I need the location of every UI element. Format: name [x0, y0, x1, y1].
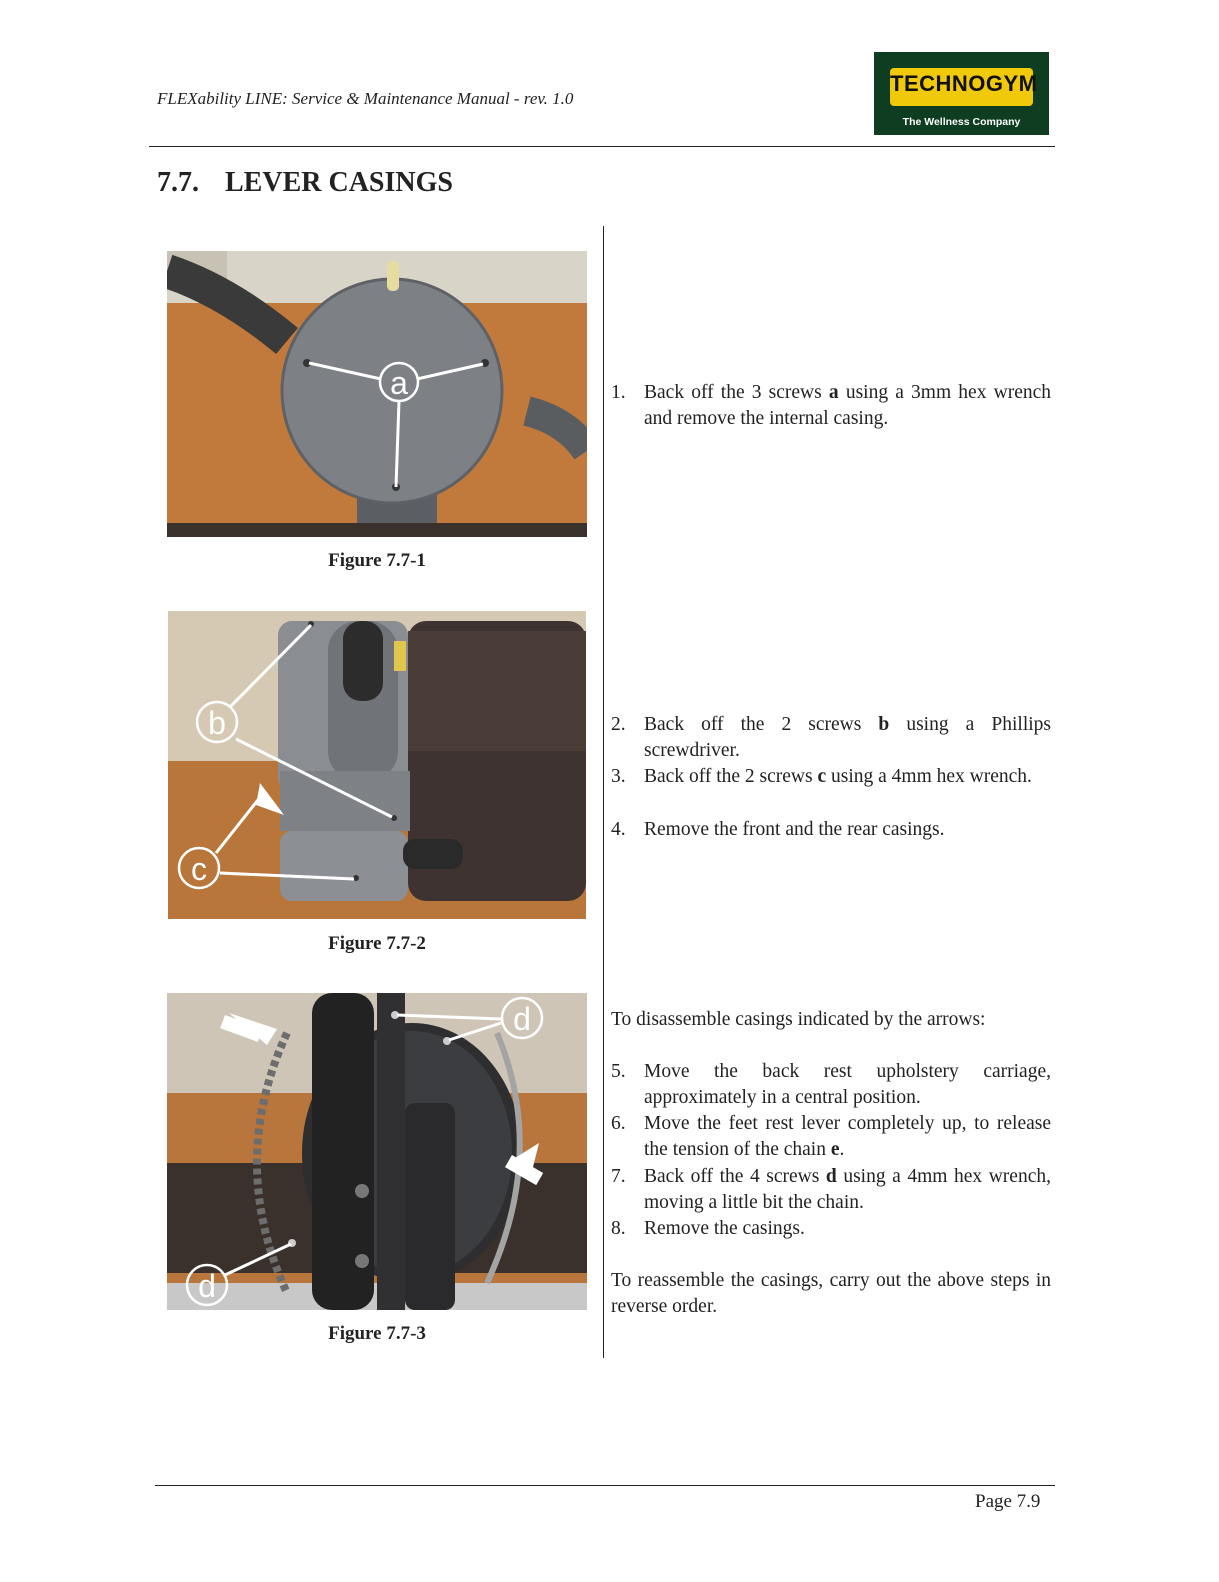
step-text-part: using a 4mm hex wrench. — [826, 766, 1032, 787]
header-divider — [149, 146, 1055, 147]
step-text-part: using a 4mm hex wrench, moving a little bit the chain. — [644, 1166, 1051, 1213]
step-text — [644, 764, 1051, 790]
label-d-top: d — [513, 1001, 531, 1037]
screw-label: b — [878, 714, 890, 735]
step-text-part: using a Phillips screwdriver. — [644, 714, 1051, 761]
figure-7-7-2-photo — [168, 611, 586, 919]
figure-7-7-2-caption: Figure 7.7-2 — [328, 933, 426, 954]
logo-plate — [890, 68, 1038, 106]
technogym-logo — [874, 52, 1049, 135]
step-number: 3. — [611, 766, 626, 787]
step-number: 1. — [611, 382, 626, 403]
label-d-bottom: d — [198, 1268, 216, 1304]
step-number: 8. — [611, 1218, 626, 1239]
step-text: Remove the casings. — [644, 1218, 805, 1239]
step-text — [644, 712, 1051, 764]
screw-label: c — [817, 766, 827, 787]
figure-7-7-1-caption: Figure 7.7-1 — [328, 550, 426, 571]
section-number: 7.7. — [157, 167, 199, 198]
section-title: LEVER CASINGS — [225, 167, 453, 198]
step-number: 2. — [611, 714, 626, 735]
step-number: 6. — [611, 1113, 626, 1134]
step-number: 7. — [611, 1166, 626, 1187]
step-5 — [611, 1059, 1051, 1111]
logo-tagline: The Wellness Company — [902, 116, 1021, 128]
screw-label: d — [825, 1166, 837, 1187]
page-number: Page 7.9 — [975, 1491, 1041, 1512]
step-4 — [611, 817, 1051, 843]
step-7 — [611, 1164, 1051, 1216]
step-number: 5. — [611, 1061, 626, 1082]
step-1 — [611, 380, 1051, 432]
screw-label: a — [828, 382, 839, 403]
footer-divider — [155, 1485, 1055, 1486]
step-text-part: Back off the 2 screws — [644, 766, 818, 787]
label-a: a — [390, 365, 408, 401]
step-text-part: Back off the 2 screws — [644, 714, 879, 735]
step-text — [644, 1164, 1051, 1216]
step-text: Move the back rest upholstery carriage, approximately in a central position. — [644, 1061, 1051, 1108]
step-text-part: Move the feet rest lever completely up, to release the tension of the chain — [644, 1113, 1051, 1160]
step-text — [644, 1111, 1051, 1163]
chain-label: e — [830, 1139, 840, 1160]
reassemble-note: To reassemble the casings, carry out the above steps in reverse order. — [611, 1270, 1051, 1317]
figure-7-7-3-caption: Figure 7.7-3 — [328, 1323, 426, 1344]
step-3 — [611, 764, 1051, 790]
step-number: 4. — [611, 819, 626, 840]
label-b: b — [208, 705, 226, 741]
section-heading — [157, 167, 453, 199]
step-2 — [611, 712, 1051, 764]
disassemble-intro: To disassemble casings indicated by the arrows: — [611, 1009, 986, 1030]
step-6 — [611, 1111, 1051, 1163]
step-text-part: Back off the 3 screws — [644, 382, 829, 403]
step-text-part: using a 3mm hex wrench and remove the internal casing. — [644, 382, 1051, 429]
figure-7-7-1-photo — [167, 251, 587, 537]
column-divider — [603, 226, 604, 1358]
logo-wordmark: TECHNOGYM — [890, 71, 1038, 96]
step-text — [644, 380, 1051, 432]
manual-title: FLEXability LINE: Service & Maintenance Manual - rev. 1.0 — [157, 89, 574, 108]
step-text-part: Back off the 4 screws — [644, 1166, 826, 1187]
step-text: Remove the front and the rear casings. — [644, 819, 945, 840]
label-c: c — [191, 851, 207, 887]
figure-7-7-3-photo — [167, 993, 587, 1310]
step-8 — [611, 1216, 1051, 1242]
step-text-part: . — [839, 1139, 845, 1160]
